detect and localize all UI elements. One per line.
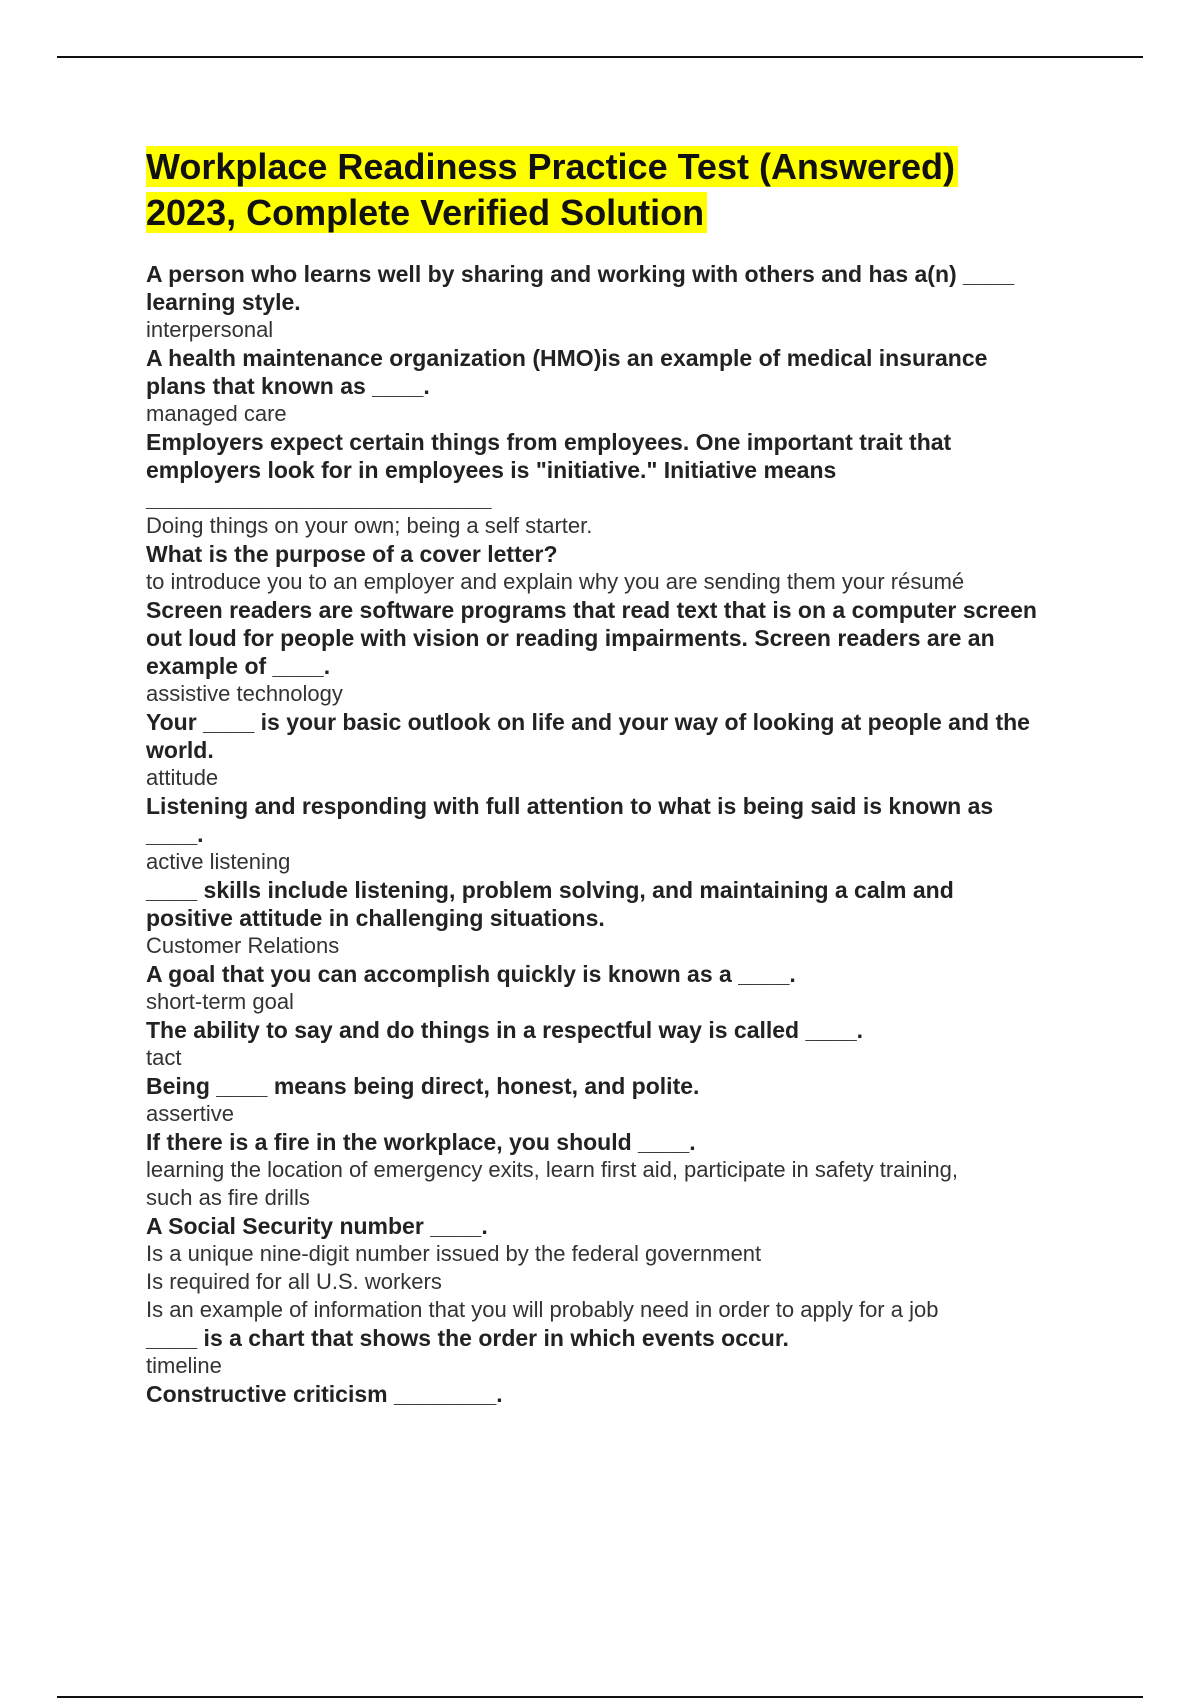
qa-item: [146, 708, 1096, 792]
answer-line: timeline: [146, 1353, 222, 1378]
question-line: Screen readers are software programs that read text that is on a computer screen: [146, 597, 1037, 623]
question-line: Employers expect certain things from employees. One important trait that: [146, 429, 952, 455]
answer-line: assistive technology: [146, 681, 343, 706]
question-line: Constructive criticism ________.: [146, 1381, 503, 1407]
question-line: A health maintenance organization (HMO)is an example of medical insurance: [146, 345, 988, 371]
question-line: ____ skills include listening, problem solving, and maintaining a calm and: [146, 877, 954, 903]
question-line: out loud for people with vision or reading impairments. Screen readers are an: [146, 625, 995, 651]
answer-line: tact: [146, 1045, 182, 1070]
question-line: A Social Security number ____.: [146, 1213, 488, 1239]
answer-line: managed care: [146, 401, 287, 426]
qa-item: [146, 1324, 1096, 1380]
title-line-1: Workplace Readiness Practice Test (Answered): [146, 146, 958, 187]
question-line: If there is a fire in the workplace, you should ____.: [146, 1129, 696, 1155]
question-line: positive attitude in challenging situations.: [146, 905, 605, 931]
document-body: [146, 144, 1096, 1408]
qa-item: [146, 1016, 1096, 1072]
question-line: Listening and responding with full attention to what is being said is known as: [146, 793, 994, 819]
answer-line: Is an example of information that you will probably need in order to apply for a job: [146, 1297, 939, 1322]
question-line: plans that known as ____.: [146, 373, 430, 399]
answer-line: Customer Relations: [146, 933, 340, 958]
question-line: ___________________________: [146, 485, 492, 511]
qa-item: [146, 960, 1096, 1016]
title-line-2: 2023, Complete Verified Solution: [146, 192, 707, 233]
document-title: [146, 144, 1096, 236]
question-answer-list: [146, 260, 1096, 1408]
question-line: world.: [146, 737, 214, 763]
answer-line: Is a unique nine-digit number issued by the federal government: [146, 1241, 762, 1266]
header-rule: [57, 56, 1143, 58]
qa-item: [146, 428, 1096, 540]
answer-line: active listening: [146, 849, 291, 874]
qa-item: [146, 540, 1096, 596]
answer-line: short-term goal: [146, 989, 294, 1014]
qa-item: [146, 792, 1096, 876]
answer-line: interpersonal: [146, 317, 274, 342]
question-line: The ability to say and do things in a respectful way is called ____.: [146, 1017, 864, 1043]
answer-line: Is required for all U.S. workers: [146, 1269, 442, 1294]
question-line: learning style.: [146, 289, 301, 315]
qa-item: [146, 260, 1096, 344]
qa-item: [146, 876, 1096, 960]
answer-line: attitude: [146, 765, 219, 790]
question-line: A person who learns well by sharing and working with others and has a(n) ____: [146, 261, 1015, 287]
qa-item: [146, 1380, 1096, 1408]
question-line: ____.: [146, 821, 204, 847]
qa-item: [146, 596, 1096, 708]
footer-rule: [57, 1696, 1143, 1698]
question-line: A goal that you can accomplish quickly is known as a ____.: [146, 961, 796, 987]
answer-line: learning the location of emergency exits, learn first aid, participate in safety training,: [146, 1157, 958, 1182]
qa-item: [146, 344, 1096, 428]
question-line: Your ____ is your basic outlook on life and your way of looking at people and the: [146, 709, 1030, 735]
question-line: Being ____ means being direct, honest, and polite.: [146, 1073, 700, 1099]
answer-line: such as fire drills: [146, 1185, 310, 1210]
question-line: ____ is a chart that shows the order in which events occur.: [146, 1325, 789, 1351]
answer-line: assertive: [146, 1101, 235, 1126]
question-line: employers look for in employees is "initiative." Initiative means: [146, 457, 837, 483]
qa-item: [146, 1212, 1096, 1324]
answer-line: Doing things on your own; being a self starter.: [146, 513, 593, 538]
qa-item: [146, 1128, 1096, 1212]
qa-item: [146, 1072, 1096, 1128]
answer-line: to introduce you to an employer and explain why you are sending them your résumé: [146, 569, 965, 594]
question-line: What is the purpose of a cover letter?: [146, 541, 558, 567]
question-line: example of ____.: [146, 653, 331, 679]
